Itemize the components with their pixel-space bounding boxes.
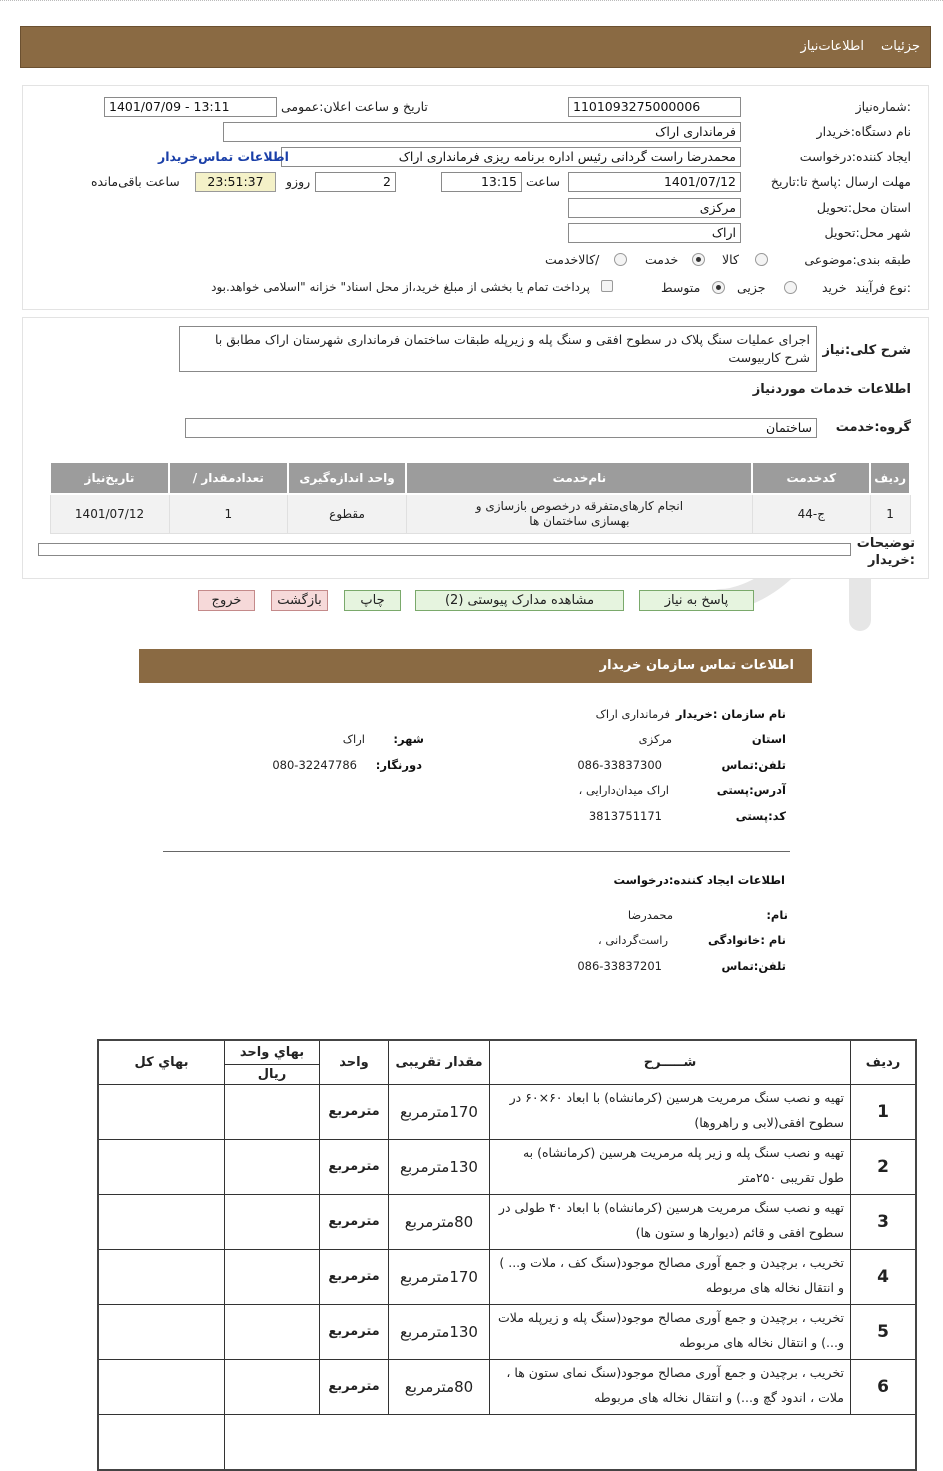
view-attachments-button[interactable]: مشاهده مدارک پیوستی (2) xyxy=(415,590,624,611)
item-unit-price xyxy=(225,1249,320,1304)
item-total xyxy=(98,1084,225,1139)
item-total xyxy=(98,1304,225,1359)
buyer-notes-label: توضیحات :خریدار xyxy=(856,536,915,568)
item-unit-price xyxy=(225,1304,320,1359)
service-group-field: ساختمان xyxy=(185,418,817,438)
contact-org-value: فرمانداری اراک xyxy=(595,707,670,721)
item-unit: مترمربع xyxy=(320,1194,389,1249)
requester-label: ایجاد کننده‌:درخواست xyxy=(799,149,911,164)
table-row xyxy=(98,1249,916,1304)
col-service-name: نام‌خدمت xyxy=(406,462,752,494)
contact-fax-value: 080-32247786 xyxy=(272,758,357,772)
contact-province-label: استان xyxy=(751,732,786,746)
creator-name-label: :نام xyxy=(766,908,788,922)
item-unit: مترمربع xyxy=(320,1359,389,1414)
remaining-label: ساعت باقی‌مانده xyxy=(91,174,180,189)
items-col-unit-price: بهاي واحد xyxy=(225,1040,320,1064)
table-row xyxy=(98,1304,916,1359)
services-table xyxy=(49,461,911,534)
services-table-header xyxy=(50,462,910,494)
items-sum-cell xyxy=(98,1414,225,1470)
province-field: مرکزی xyxy=(568,198,741,218)
days-field: 2 xyxy=(315,172,396,192)
table-row xyxy=(98,1194,916,1249)
category-goods-service-label: /کالاخدمت xyxy=(545,252,600,267)
province-label: استان محل‌:تحویل xyxy=(816,200,911,215)
item-qty: 130مترمربع xyxy=(389,1139,490,1194)
item-unit-price xyxy=(225,1194,320,1249)
buyer-org-label: نام دستگاه‌:خریدار xyxy=(816,124,911,139)
summary-label: شرح کلی‌:نیاز xyxy=(822,343,911,358)
contact-postal-label: کد‌:پستی xyxy=(735,809,786,823)
item-qty: 80مترمربع xyxy=(389,1359,490,1414)
process-minor-label: جزیی xyxy=(737,280,766,295)
deadline-hour-label: ساعت xyxy=(526,174,561,189)
table-row xyxy=(98,1084,916,1139)
city-label: شهر محل‌:تحویل xyxy=(824,225,911,240)
category-service-radio[interactable] xyxy=(692,253,705,266)
buyer-notes-field xyxy=(38,543,851,556)
creator-phone-label: تلفن‌:تماس xyxy=(721,959,786,973)
item-idx: 5 xyxy=(851,1304,917,1359)
item-qty: 80مترمربع xyxy=(389,1194,490,1249)
category-goods-label: کالا xyxy=(722,252,739,267)
need-details-panel xyxy=(22,85,929,310)
contact-org-label: نام سازمان :خریدار xyxy=(675,707,786,721)
item-total xyxy=(98,1139,225,1194)
creator-section-title: اطلاعات ایجاد کننده‌:درخواست xyxy=(613,873,785,887)
tab-need-info[interactable]: اطلاعات‌نیاز xyxy=(800,39,864,54)
item-desc: تخریب ، برچیدن و جمع آوری مصالح موجود(سنگ نمای ستون ها ، ملات ، اندود گچ و...) و انتقال نخاله های مربوطه xyxy=(490,1359,851,1414)
exit-button[interactable]: خروج xyxy=(198,590,255,611)
deadline-time-field: 13:15 xyxy=(441,172,522,192)
contact-city-value: اراک xyxy=(342,732,365,746)
page-header xyxy=(20,26,931,68)
col-row: ردیف xyxy=(870,462,910,494)
days-label: روزو xyxy=(286,174,311,189)
cell-service-name: انجام کارهای‌متفرقه درخصوص بازسازی و بهسازی ساختمان ها xyxy=(406,494,752,534)
process-medium-label: متوسط xyxy=(661,280,701,295)
cell-row: 1 xyxy=(870,494,910,534)
items-col-unit: واحد xyxy=(320,1040,389,1084)
category-service-label: خدمت xyxy=(645,252,679,267)
table-row xyxy=(50,494,910,534)
creator-name-value: محمدرضا xyxy=(627,908,673,922)
item-unit-price xyxy=(225,1084,320,1139)
table-row xyxy=(98,1359,916,1414)
creator-family-label: نام :خانوادگی xyxy=(708,933,786,947)
item-desc: تهیه و نصب سنگ پله و زیر پله مرمریت هرسین (کرمانشاه) به طول تقریبی ۲۵۰متر xyxy=(490,1139,851,1194)
treasury-payment-checkbox[interactable] xyxy=(601,280,613,292)
contact-address-label: آدرس‌:پستی xyxy=(716,783,786,797)
col-service-code: کدخدمت xyxy=(752,462,870,494)
item-desc: تخریب ، برچیدن و جمع آوری مصالح موجود(سنگ پله و زیرپله ملات و...) و انتقال نخاله های مربوطه xyxy=(490,1304,851,1359)
item-idx: 6 xyxy=(851,1359,917,1414)
contact-section-title: اطلاعات تماس سازمان خریدار xyxy=(599,658,794,673)
col-unit: واحد اندازه‌گیری xyxy=(288,462,407,494)
item-desc: تهیه و نصب سنگ مرمریت هرسین (کرمانشاه) با ابعاد ۴۰ طولی در سطوح افقی و قائم (دیوارها و ستون ها) xyxy=(490,1194,851,1249)
contact-fax-label: :دورنگار xyxy=(375,758,422,772)
item-desc: تخریب ، برچیدن و جمع آوری مصالح موجود(سنگ کف ، ملات و... ) و انتقال نخاله های مربوطه xyxy=(490,1249,851,1304)
items-col-row: ردیف xyxy=(851,1040,917,1084)
items-col-rial: ریال xyxy=(225,1064,320,1084)
requester-field: محمدرضا راست گردانی رئیس اداره برنامه ریزی فرمانداری اراک xyxy=(281,147,741,167)
item-qty: 130مترمربع xyxy=(389,1304,490,1359)
process-medium-radio[interactable] xyxy=(712,281,725,294)
city-field: اراک xyxy=(568,223,741,243)
items-sum-label-cell xyxy=(225,1414,917,1470)
items-col-desc: شـــــرح xyxy=(490,1040,851,1084)
col-need-date: تاریخ‌نیاز xyxy=(50,462,169,494)
deadline-label: مهلت ارسال :پاسخ تا‌:تاریخ xyxy=(770,174,911,189)
summary-textbox: اجرای عملیات سنگ پلاک در سطوح افقی و سنگ پله و زیرپله طبقات ساختمان فرمانداری شهرستان اراک مطابق با شرح کاربیوست xyxy=(179,326,817,372)
item-qty: 170مترمربع xyxy=(389,1249,490,1304)
creator-phone-value: 086-33837201 xyxy=(577,959,662,973)
cell-service-code: ج-44 xyxy=(752,494,870,534)
item-unit-price xyxy=(225,1139,320,1194)
cell-quantity: 1 xyxy=(169,494,288,534)
announce-datetime-field: 1401/07/09 - 13:11 xyxy=(104,97,277,117)
announce-datetime-label: تاریخ و ساعت اعلان:عمومی xyxy=(281,99,428,114)
contact-address-value: اراک میدان‌دارایی ، xyxy=(578,783,669,797)
remaining-timer: 23:51:37 xyxy=(195,172,276,192)
contact-city-label: :شهر xyxy=(393,732,424,746)
item-idx: 3 xyxy=(851,1194,917,1249)
top-dotted-line xyxy=(0,0,943,7)
items-col-total: بهاي كل xyxy=(98,1040,225,1084)
items-table xyxy=(97,1039,917,1471)
service-group-label: گروه‌:خدمت xyxy=(835,420,911,435)
item-unit: مترمربع xyxy=(320,1084,389,1139)
buyer-org-field: فرمانداری اراک xyxy=(223,122,741,142)
items-header-row xyxy=(98,1040,916,1064)
deadline-date-field: 1401/07/12 xyxy=(568,172,741,192)
contact-postal-value: 3813751171 xyxy=(588,809,662,823)
tab-details[interactable]: جزئیات xyxy=(881,39,920,54)
contact-phone-label: تلفن‌:تماس xyxy=(721,758,786,772)
contact-section-header xyxy=(139,649,812,683)
process-minor-radio[interactable] xyxy=(784,281,797,294)
back-button[interactable]: بازگشت xyxy=(271,590,328,611)
table-row-empty xyxy=(98,1414,916,1470)
buyer-contact-link[interactable]: اطلاعات تماس‌خریدار xyxy=(158,149,289,164)
category-goods-radio[interactable] xyxy=(755,253,768,266)
contact-phone-value: 086-33837300 xyxy=(577,758,662,772)
item-idx: 2 xyxy=(851,1139,917,1194)
treasury-payment-note: پرداخت تمام یا بخشی از مبلغ خرید،از محل اسناد" خزانه "اسلامی خواهد.بود xyxy=(211,280,590,294)
table-row xyxy=(98,1139,916,1194)
item-total xyxy=(98,1194,225,1249)
col-quantity: تعداد‌مقدار / xyxy=(169,462,288,494)
items-col-qty: مقدار تقریبی xyxy=(389,1040,490,1084)
item-unit-price xyxy=(225,1359,320,1414)
item-idx: 4 xyxy=(851,1249,917,1304)
item-qty: 170مترمربع xyxy=(389,1084,490,1139)
process-buy-label: خرید xyxy=(822,280,847,295)
contact-divider xyxy=(163,851,790,852)
item-unit: مترمربع xyxy=(320,1304,389,1359)
process-label: نوع فرآیند: xyxy=(855,280,911,295)
item-total xyxy=(98,1249,225,1304)
reply-button[interactable]: پاسخ به نیاز xyxy=(639,590,754,611)
print-button[interactable]: چاپ xyxy=(344,590,401,611)
cell-unit: مقطوع xyxy=(288,494,407,534)
item-idx: 1 xyxy=(851,1084,917,1139)
item-unit: مترمربع xyxy=(320,1139,389,1194)
category-label: طبقه بندی‌:موضوعی xyxy=(804,252,911,267)
services-title: اطلاعات خدمات موردنیاز xyxy=(752,382,911,397)
creator-family-value: راست‌گردانی ، xyxy=(598,933,668,947)
item-desc: تهیه و نصب سنگ مرمریت هرسین (کرمانشاه) با ابعاد ۶۰×۶۰ در سطوح افقی(لابی و راهروها) xyxy=(490,1084,851,1139)
contact-province-value: مرکزی xyxy=(638,732,672,746)
cell-need-date: 1401/07/12 xyxy=(50,494,169,534)
item-unit: مترمربع xyxy=(320,1249,389,1304)
category-goods-service-radio[interactable] xyxy=(614,253,627,266)
need-number-field: 1101093275000006 xyxy=(568,97,741,117)
item-total xyxy=(98,1359,225,1414)
need-number-label: شماره‌نیاز: xyxy=(855,99,911,114)
